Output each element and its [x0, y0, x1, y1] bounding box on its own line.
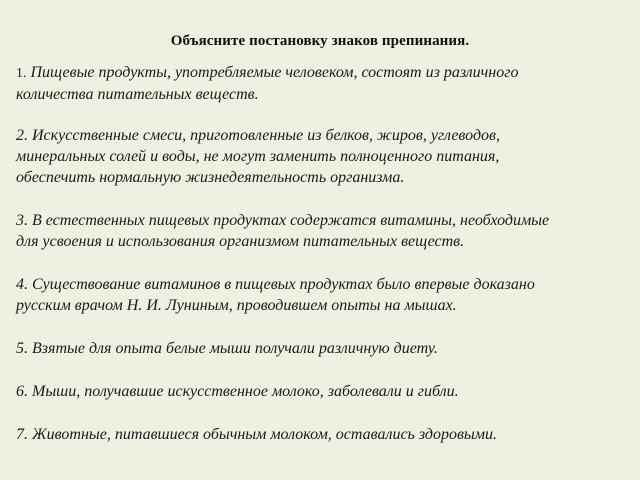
sentence-3-number: 3.: [16, 212, 28, 229]
sentence-6-line-1: Мыши, получавшие искусственное молоко, заболевали и гибли.: [32, 383, 459, 400]
sentence-7-number: 7.: [16, 426, 28, 443]
sentence-4-line-1: Существование витаминов в пищевых продуктах было впервые доказано: [32, 276, 535, 293]
sentence-1-number: 1.: [16, 66, 27, 81]
sentence-4-line-2: русским врачом Н. И. Луниным, проводившем опыты на мышах.: [16, 297, 457, 314]
sentence-3-line-1: В естественных пищевых продуктах содержатся витамины, необходимые: [32, 212, 550, 229]
sentence-5-number: 5.: [16, 340, 28, 357]
sentence-1-line-1: Пищевые продукты, употребляемые человеком, состоят из различного: [30, 64, 519, 81]
sentence-3: [16, 210, 626, 252]
sentence-5: [16, 338, 626, 359]
sentence-2-line-3: обеспечить нормальную жизнедеятельность организма.: [16, 169, 405, 186]
sentence-2-number: 2.: [16, 127, 28, 144]
sentence-4: [16, 274, 626, 316]
sentence-5-line-1: Взятые для опыта белые мыши получали различную диету.: [32, 340, 438, 357]
sentence-6-number: 6.: [16, 383, 28, 400]
slide-title: Объясните постановку знаков препинания.: [170, 33, 470, 49]
sentence-1: [16, 62, 626, 105]
sentence-6: [16, 381, 626, 402]
sentence-3-line-2: для усвоения и использования организмом питательных веществ.: [16, 233, 465, 250]
sentence-1-line-2: количества питательных веществ.: [16, 86, 259, 103]
sentence-7-line-1: Животные, питавшиеся обычным молоком, оставались здоровыми.: [32, 426, 497, 443]
sentence-2-line-2: минеральных солей и воды, не могут заменить полноценного питания,: [16, 148, 500, 165]
sentence-7: [16, 424, 626, 445]
sentence-2-line-1: Искусственные смеси, приготовленные из белков, жиров, углеводов,: [32, 127, 500, 144]
sentence-4-number: 4.: [16, 276, 28, 293]
sentence-2: [16, 125, 626, 188]
